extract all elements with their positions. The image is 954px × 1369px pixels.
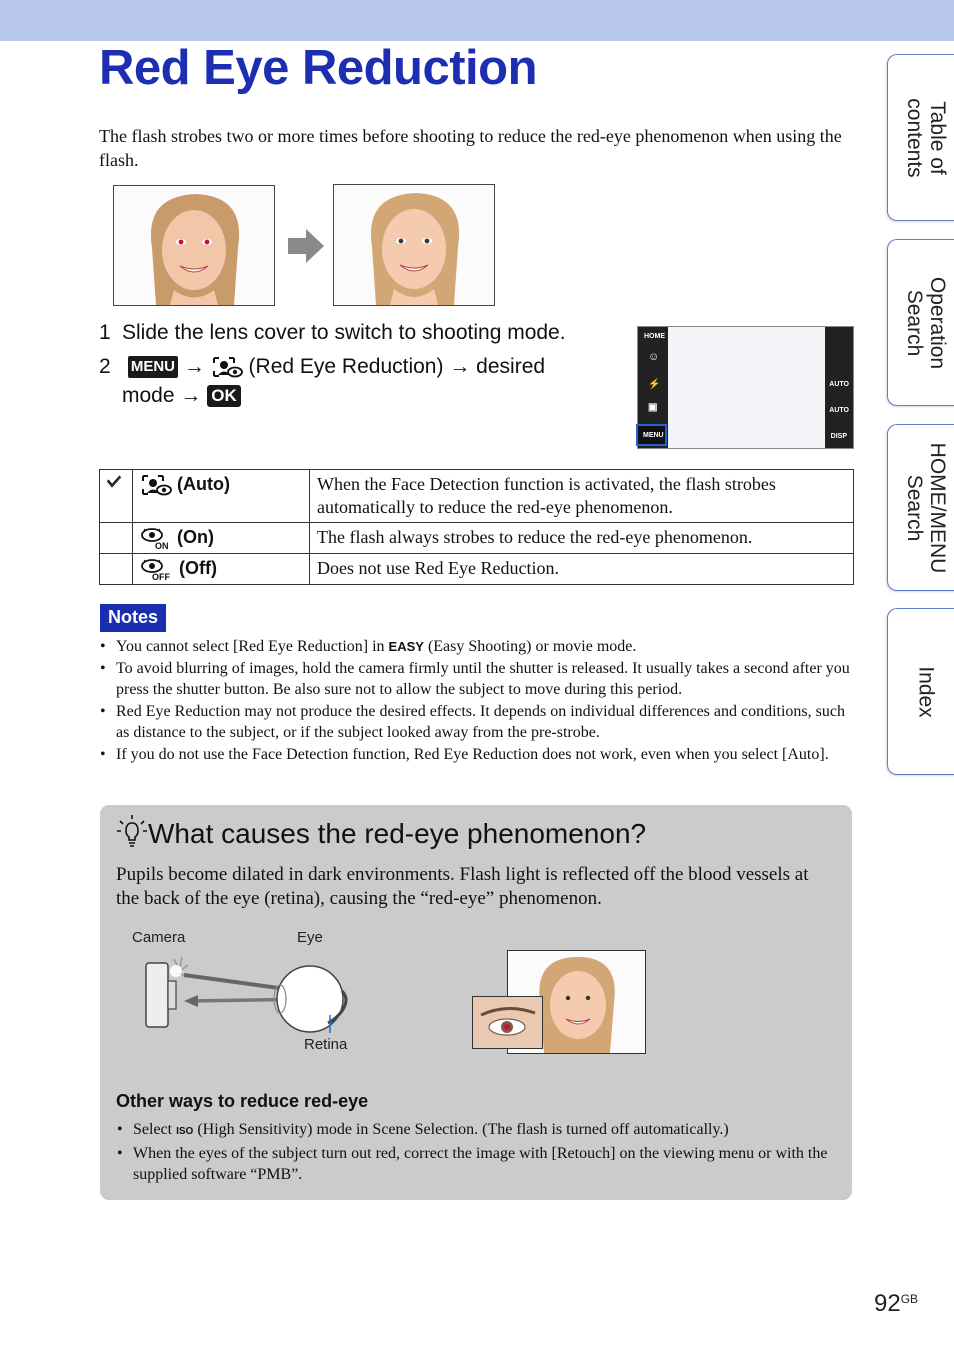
page-number-value: 92 (874, 1290, 901, 1317)
tab-homemenu-label: HOME/MENU Search (902, 442, 949, 573)
diagram-label-eye: Eye (297, 929, 323, 946)
step-2-mid-text: (Red Eye Reduction) (248, 355, 444, 378)
step-arrow: → (183, 355, 205, 378)
before-after-arrow-icon (286, 228, 326, 264)
eye-off-icon (140, 557, 174, 581)
step-2-desired-text: desired (476, 355, 546, 378)
page-number-suffix: GB (900, 1292, 919, 1306)
step-2-number: 2 (99, 355, 111, 378)
notes-badge: Notes (100, 604, 166, 632)
lcd-disp-label: DISP (830, 433, 847, 440)
red-eye-diagram (140, 953, 360, 1043)
step-arrow: → (180, 384, 202, 407)
step-1 (99, 318, 566, 347)
lcd-auto-icon: ▣ (648, 402, 658, 413)
tab-index-label: Index (914, 665, 937, 718)
eye-on-tag: ON (155, 541, 169, 550)
hint-title-text: What causes the red-eye phenomenon? (148, 818, 647, 849)
hint-body: Pupils become dilated in dark environments. Flash light is reflected off the blood vessels at the back of the eye (retina), causing the “red-eye” phenomenon. (116, 864, 809, 909)
photo-before-red-eye (113, 185, 275, 306)
tab-toc-label: Table of contents (902, 97, 949, 178)
hint-box (100, 805, 852, 1200)
step-1-number: 1 (99, 321, 111, 344)
lcd-home-label: HOME (644, 333, 665, 340)
tab-operation-label: Operation Search (902, 276, 949, 369)
high-sensitivity-icon: ISO (176, 1126, 194, 1137)
photo-after-red-eye (333, 184, 495, 306)
mode-name-cell (133, 470, 310, 523)
table-row (100, 523, 854, 554)
lcd-face-icon: ☺ (648, 351, 660, 363)
step-2-mode-text: mode (122, 384, 175, 407)
mode-name-cell (133, 554, 310, 585)
other-1-post: (High Sensitivity) mode in Scene Selection. (The flash is turned off automatically.) (197, 1121, 729, 1138)
step-arrow: → (449, 355, 471, 378)
mode-name-on: (On) (177, 526, 214, 547)
easy-mode-icon: EASY (388, 639, 424, 654)
list-item: • Red Eye Reduction may not produce the desired effects. It depends on individual differences and conditions, such as distance to the subject, or if the subject looked away from the pre-strobe. (99, 701, 854, 744)
list-item: • When the eyes of the subject turn out red, correct the image with [Retouch] on the viewing menu or with the supplied software “PMB”. (116, 1143, 836, 1186)
lcd-wb-auto-label: AUTO (829, 407, 849, 414)
eye-off-tag: OFF (152, 572, 170, 581)
other-ways-title: Other ways to reduce red-eye (116, 1091, 369, 1111)
list-item: • To avoid blurring of images, hold the camera firmly until the shutter is released. It usually takes a second after you press the shutter button. Be also sure not to allow the subject to move during this period. (99, 658, 854, 701)
mode-desc-auto: When the Face Detection function is activated, the flash strobes automatically to reduce the red-eye phenomenon. (310, 470, 854, 523)
note-1-pre: You cannot select [Red Eye Reduction] in (116, 638, 385, 655)
menu-button-icon: MENU (128, 356, 178, 378)
red-eye-modes-table (99, 469, 854, 585)
red-eye-closeup-photo (472, 996, 543, 1049)
note-1-post: (Easy Shooting) or movie mode. (427, 638, 637, 655)
tab-operation-search[interactable] (887, 239, 954, 406)
intro-text: The flash strobes two or more times before shooting to reduce the red-eye phenomenon when using the flash. (99, 126, 842, 170)
page-number (874, 1290, 918, 1318)
mode-desc-on: The flash always strobes to reduce the red-eye phenomenon. (310, 523, 854, 554)
tab-home-menu-search[interactable] (887, 424, 954, 591)
other-1-pre: Select (133, 1121, 173, 1138)
tab-table-of-contents[interactable] (887, 54, 954, 221)
lightbulb-icon (116, 813, 148, 847)
step-1-text: Slide the lens cover to switch to shooting mode. (122, 321, 566, 344)
table-row (100, 554, 854, 585)
other-ways-list (116, 1119, 836, 1186)
diagram-label-retina: Retina (304, 1036, 348, 1053)
face-detect-icon (140, 473, 172, 497)
ok-button-icon: OK (207, 385, 241, 407)
selected-marker-cell (100, 470, 133, 523)
check-icon (106, 474, 122, 488)
red-eye-face-detect-icon (211, 355, 243, 379)
mode-desc-off: Does not use Red Eye Reduction. (310, 554, 854, 585)
list-item: • If you do not use the Face Detection function, Red Eye Reduction does not work, even when you select [Auto]. (99, 744, 854, 766)
step-2 (99, 352, 599, 410)
page-title: Red Eye Reduction (99, 41, 538, 95)
top-banner (0, 0, 954, 41)
diagram-label-camera: Camera (132, 929, 186, 946)
tab-index[interactable] (887, 608, 954, 775)
list-item (99, 636, 854, 658)
mode-name-off: (Off) (179, 557, 217, 578)
table-row (100, 470, 854, 523)
lcd-flash-auto-label: AUTO (829, 381, 849, 388)
list-item (116, 1119, 836, 1143)
hint-title (116, 813, 646, 850)
lcd-flash-off-icon: ⚡ (648, 379, 661, 390)
eye-on-icon (140, 526, 172, 550)
notes-list (99, 636, 854, 765)
lcd-menu-label: MENU (643, 432, 664, 439)
mode-name-cell (133, 523, 310, 554)
mode-name-auto: (Auto) (177, 473, 230, 494)
camera-lcd-illustration (637, 326, 854, 449)
